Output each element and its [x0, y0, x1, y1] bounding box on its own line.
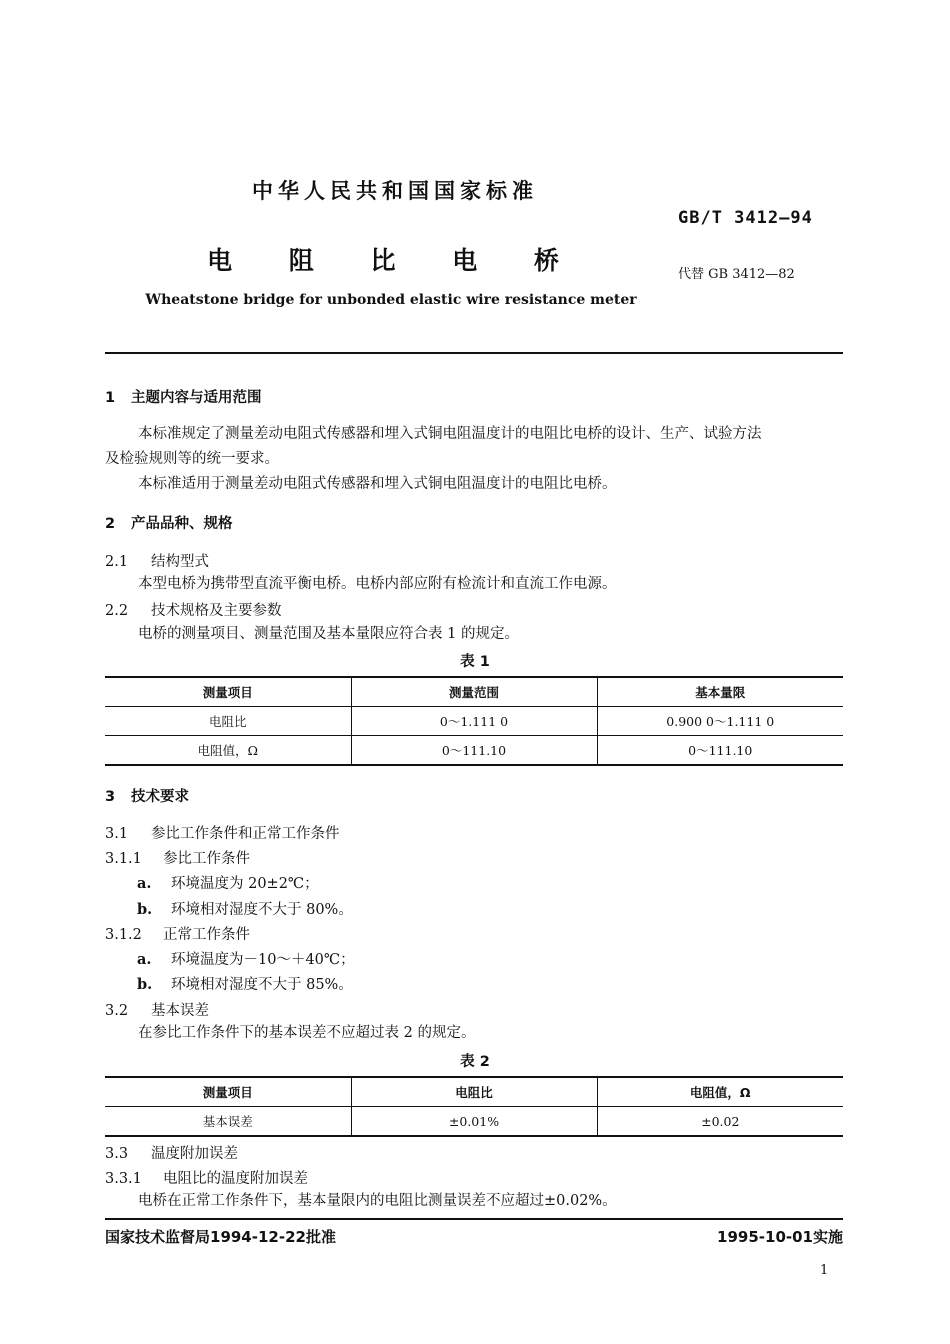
table-cell: 0～111.10	[351, 736, 597, 766]
list-item	[137, 898, 353, 919]
paragraph-line: 本标准适用于测量差动电阻式传感器和埋入式铜电阻温度计的电阻比电桥。	[138, 476, 617, 492]
list-text: 环境相对湿度不大于 85%。	[171, 977, 353, 993]
section-title: 结构型式	[151, 554, 209, 570]
table-header-cell: 测量范围	[351, 677, 597, 707]
paragraph-line: 及检验规则等的统一要求。	[105, 451, 279, 467]
section-title: 参比工作条件和正常工作条件	[151, 826, 340, 842]
paragraph-line: 本标准规定了测量差动电阻式传感器和埋入式铜电阻温度计的电阻比电桥的设计、生产、试验方法	[138, 426, 762, 442]
english-title: Wheatstone bridge for unbonded elastic wire resistance meter	[145, 292, 637, 308]
section-number: 3.1.1	[105, 851, 142, 867]
implementation-date: 1995-10-01实施	[717, 1228, 843, 1246]
section-3-1-heading	[105, 822, 340, 843]
list-text: 环境温度为－10～＋40℃；	[171, 952, 355, 968]
section-title: 基本误差	[151, 1003, 209, 1019]
table-row	[105, 707, 843, 736]
table-cell: 电阻比	[105, 707, 351, 736]
section-number: 3.3	[105, 1146, 129, 1162]
table-cell: 基本误差	[105, 1107, 351, 1137]
section-number: 3	[105, 789, 116, 805]
table-2-caption: 表 2	[460, 1054, 490, 1070]
section-1-paragraph-2	[105, 472, 845, 497]
paragraph-line: 在参比工作条件下的基本误差不应超过表 2 的规定。	[138, 1025, 476, 1041]
section-2-2-heading	[105, 599, 282, 620]
section-3-3-1-paragraph	[105, 1189, 845, 1214]
section-number: 3.1	[105, 826, 129, 842]
list-item	[137, 948, 355, 969]
standard-number: GB/T 3412—94	[678, 208, 813, 228]
replaces-note: 代替 GB 3412—82	[678, 267, 795, 282]
section-number: 2.1	[105, 554, 129, 570]
section-title: 电阻比的温度附加误差	[163, 1171, 308, 1187]
table-header-cell: 电阻比	[351, 1077, 597, 1107]
footer-divider	[105, 1218, 843, 1220]
national-standard-heading: 中华人民共和国国家标准	[252, 179, 538, 203]
section-title: 技术规格及主要参数	[151, 603, 282, 619]
table-row	[105, 1107, 843, 1137]
list-marker: a.	[137, 875, 152, 892]
document-title: 电 阻 比 电 桥	[207, 246, 583, 275]
table-1-caption: 表 1	[460, 654, 490, 670]
table-cell: 0～1.111 0	[351, 707, 597, 736]
table-header-cell: 电阻值，Ω	[597, 1077, 843, 1107]
list-item	[137, 872, 319, 893]
section-3-2-heading	[105, 999, 209, 1020]
section-1-heading	[105, 386, 262, 407]
section-title: 主题内容与适用范围	[131, 390, 262, 406]
approval-note: 国家技术监督局1994-12-22批准	[105, 1228, 336, 1246]
table-header-cell: 测量项目	[105, 677, 351, 707]
list-marker: b.	[137, 976, 153, 993]
section-title: 技术要求	[131, 789, 189, 805]
table-header-cell: 测量项目	[105, 1077, 351, 1107]
table-cell: 0～111.10	[597, 736, 843, 766]
table-header-cell: 基本量限	[597, 677, 843, 707]
list-text: 环境相对湿度不大于 80%。	[171, 902, 353, 918]
section-2-2-paragraph	[105, 622, 845, 647]
table-row	[105, 736, 843, 766]
paragraph-line: 电桥的测量项目、测量范围及基本量限应符合表 1 的规定。	[138, 626, 519, 642]
table-cell: ±0.02	[597, 1107, 843, 1137]
section-3-1-1-heading	[105, 847, 250, 868]
section-number: 2	[105, 516, 116, 532]
table-cell: 电阻值，Ω	[105, 736, 351, 766]
section-2-1-paragraph	[105, 572, 845, 597]
section-number: 3.1.2	[105, 927, 142, 943]
table-1	[105, 676, 843, 766]
section-3-1-2-heading	[105, 923, 250, 944]
paragraph-line: 本型电桥为携带型直流平衡电桥。电桥内部应附有检流计和直流工作电源。	[138, 576, 617, 592]
section-3-3-heading	[105, 1142, 238, 1163]
section-number: 3.2	[105, 1003, 129, 1019]
section-1-paragraph-1	[105, 422, 845, 472]
section-number: 3.3.1	[105, 1171, 142, 1187]
table-cell: ±0.01%	[351, 1107, 597, 1137]
list-marker: a.	[137, 951, 152, 968]
section-title: 参比工作条件	[163, 851, 250, 867]
section-3-2-paragraph	[105, 1021, 845, 1046]
section-title: 产品品种、规格	[131, 516, 233, 532]
list-text: 环境温度为 20±2℃；	[171, 876, 319, 892]
page-number: 1	[820, 1263, 829, 1278]
section-3-3-1-heading	[105, 1167, 308, 1188]
table-cell: 0.900 0～1.111 0	[597, 707, 843, 736]
paragraph-line: 电桥在正常工作条件下，基本量限内的电阻比测量误差不应超过±0.02%。	[138, 1193, 617, 1209]
section-number: 1	[105, 390, 116, 406]
section-title: 温度附加误差	[151, 1146, 238, 1162]
section-2-heading	[105, 512, 233, 533]
list-item	[137, 973, 353, 994]
section-number: 2.2	[105, 603, 129, 619]
section-2-1-heading	[105, 550, 209, 571]
section-3-heading	[105, 785, 189, 806]
table-2	[105, 1076, 843, 1137]
list-marker: b.	[137, 901, 153, 918]
header-divider	[105, 352, 843, 354]
section-title: 正常工作条件	[163, 927, 250, 943]
